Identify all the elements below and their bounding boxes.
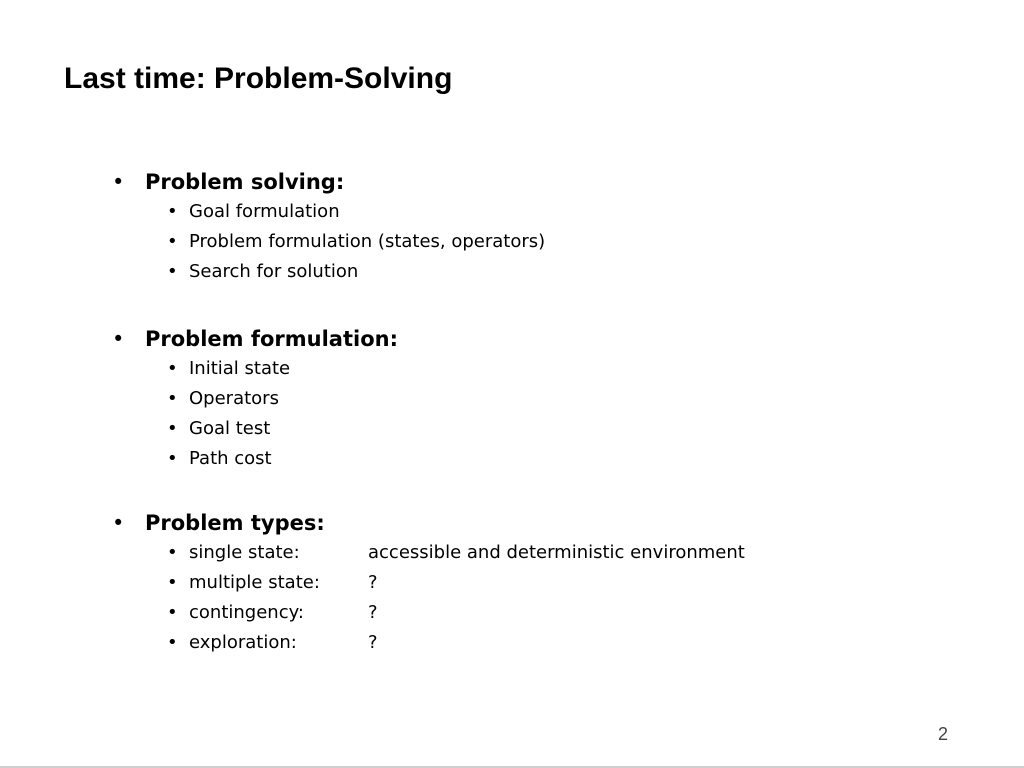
list-item-label: contingency: (189, 602, 304, 623)
section-heading-text: Problem types: (145, 511, 325, 535)
section-heading (112, 167, 972, 197)
bullet-icon: • (167, 231, 178, 252)
list-item (112, 538, 972, 568)
bullet-icon: • (112, 170, 125, 194)
list-item-label: multiple state: (189, 572, 320, 593)
section-heading (112, 324, 972, 354)
section-problem-formulation (112, 324, 972, 474)
bullet-icon: • (167, 358, 178, 379)
section-heading-text: Problem formulation: (145, 327, 398, 351)
list-item-label: Goal test (189, 418, 271, 439)
bullet-icon: • (167, 418, 178, 439)
section-heading-text: Problem solving: (145, 170, 345, 194)
bullet-icon: • (167, 632, 178, 653)
page-number: 2 (938, 724, 949, 744)
list-item-description: ? (368, 602, 378, 623)
list-item-label: Goal formulation (189, 201, 340, 222)
list-item-label: Search for solution (189, 261, 359, 282)
list-item (112, 227, 972, 257)
list-item-label: exploration: (189, 632, 297, 653)
list-item (112, 354, 972, 384)
list-item (112, 257, 972, 287)
slide-title: Last time: Problem-Solving (64, 62, 453, 95)
bullet-icon: • (112, 327, 125, 351)
list-item (112, 197, 972, 227)
list-item (112, 598, 972, 628)
bullet-icon: • (167, 261, 178, 282)
list-item-label: Problem formulation (states, operators) (189, 231, 546, 252)
list-item (112, 384, 972, 414)
section-problem-types (112, 508, 972, 658)
bullet-icon: • (167, 448, 178, 469)
list-item (112, 628, 972, 658)
list-item-label: Initial state (189, 358, 291, 379)
list-item (112, 414, 972, 444)
sub-list (112, 197, 972, 287)
section-problem-solving (112, 167, 972, 287)
list-item-description: ? (368, 572, 378, 593)
sub-list (112, 354, 972, 474)
bullet-icon: • (112, 511, 125, 535)
bullet-icon: • (167, 572, 178, 593)
list-item-label: Operators (189, 388, 279, 409)
section-heading (112, 508, 972, 538)
list-item-label: single state: (189, 542, 300, 563)
list-item (112, 568, 972, 598)
list-item (112, 444, 972, 474)
bullet-icon: • (167, 602, 178, 623)
list-item-description: ? (368, 632, 378, 653)
list-item-label: Path cost (189, 448, 272, 469)
bullet-icon: • (167, 388, 178, 409)
sub-list (112, 538, 972, 658)
bullet-icon: • (167, 201, 178, 222)
bullet-icon: • (167, 542, 178, 563)
list-item-description: accessible and deterministic environment (368, 542, 745, 563)
